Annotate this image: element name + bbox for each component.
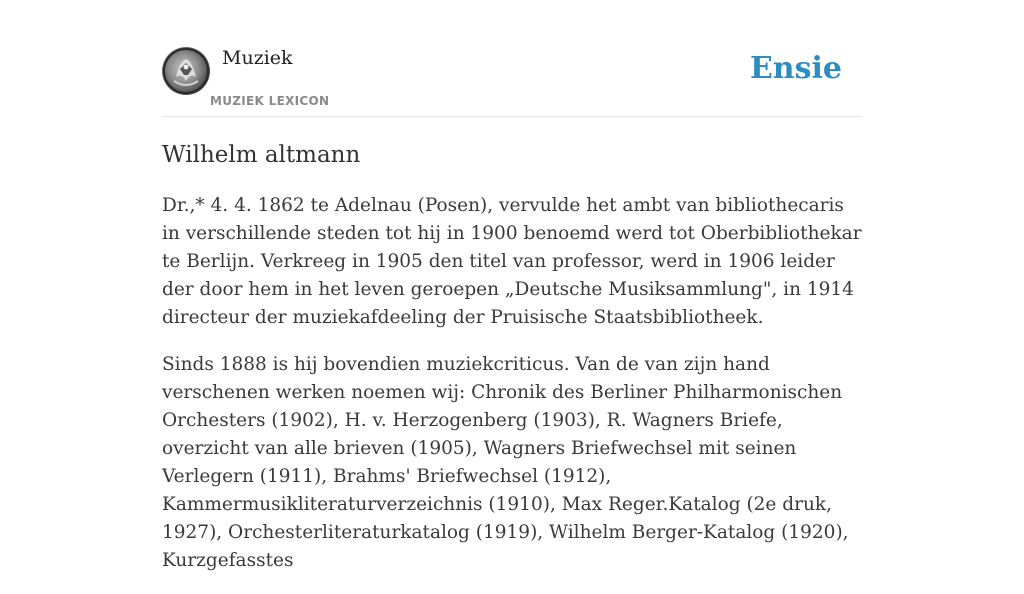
article-paragraph: Dr.,* 4. 4. 1862 te Adelnau (Posen), vervulde het ambt van bibliothecaris in verschillende steden tot hij in 1900 benoemd werd tot Oberbibliothekar te Berlijn. Verkreeg in 1905 den titel van professor, werd in 1906 leider der door hem in het leven geroepen „Deutsche Musiksammlung", in 1914 directeur der muziekafdeeling der Pruisische Staatsbibliotheek. bbox=[162, 195, 862, 328]
brand-logo[interactable]: Ensie bbox=[749, 51, 842, 86]
article-paragraph: Sinds 1888 is hij bovendien muziekcriticus. Van de van zijn hand verschenen werken noemen wij: Chronik des Berliner Philharmonischen Orchesters (1902), H. v. Herzogenberg (1903), R. Wagners Briefe, overzicht van alle brieven (1905), Wagners Briefwechsel mit seinen Verlegern (1911), Brahms' Briefwechsel (1912), Kammermusikliteraturverzeichnis (1910), Max Reger.Katalog (2e druk, 1927), Orchesterliteraturkatalog (1919), Wilhelm Berger-Katalog (1920), Kurzgefasstes bbox=[162, 354, 849, 571]
sculpture-emblem-icon bbox=[162, 47, 210, 95]
source-subtitle: MUZIEK LEXICON bbox=[210, 94, 330, 108]
source-header bbox=[162, 0, 862, 117]
source-avatar[interactable] bbox=[162, 47, 210, 95]
source-title[interactable]: Muziek bbox=[222, 47, 293, 69]
article-title: Wilhelm altmann bbox=[162, 142, 361, 168]
article-body bbox=[162, 192, 862, 594]
